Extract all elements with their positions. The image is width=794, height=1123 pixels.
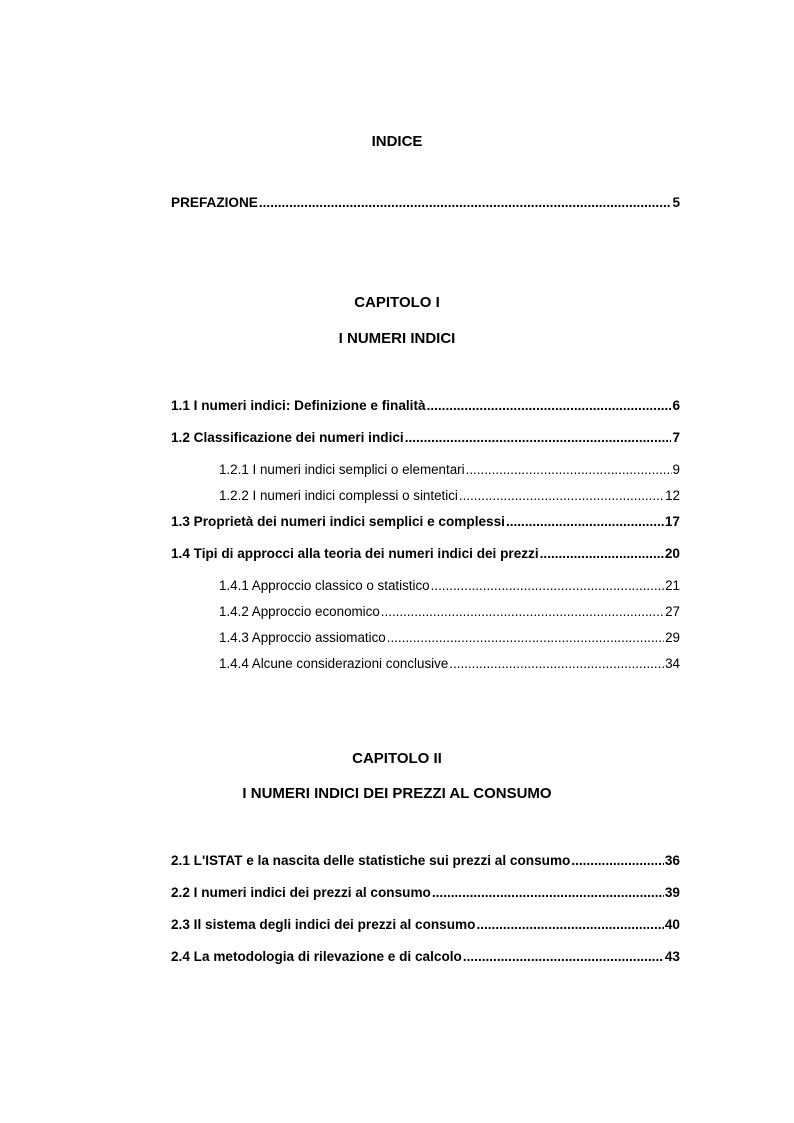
toc-leader — [387, 630, 664, 645]
toc-entry-label: 1.1 I numeri indici: Definizione e finalità — [171, 398, 426, 413]
toc-entry[interactable] — [171, 885, 680, 900]
toc-entry-label: 1.3 Proprietà dei numeri indici semplici e complessi — [171, 514, 505, 529]
toc-entry-page: 34 — [665, 656, 680, 671]
toc-entry-page: 21 — [665, 578, 680, 593]
chapter-2-heading: CAPITOLO II — [352, 750, 442, 767]
toc-entry-page: 7 — [672, 430, 680, 445]
toc-leader — [449, 656, 664, 671]
page-title: INDICE — [371, 133, 423, 150]
toc-entry-label: 1.4.2 Approccio economico — [219, 604, 380, 619]
toc-entry-page: 27 — [665, 604, 680, 619]
toc-entry-label: 1.4.4 Alcune considerazioni conclusive — [219, 656, 449, 671]
toc-entry[interactable] — [171, 853, 680, 868]
toc-leader — [506, 514, 664, 529]
toc-entry-label: 1.4.3 Approccio assiomatico — [219, 630, 386, 645]
toc-subentry[interactable] — [219, 630, 680, 645]
toc-entry-label: 2.1 L'ISTAT e la nascita delle statistiche sui prezzi al consumo — [171, 853, 571, 868]
toc-entry-label: 1.4 Tipi di approcci alla teoria dei numeri indici dei prezzi — [171, 546, 539, 561]
toc-entry-page: 17 — [664, 514, 680, 529]
toc-leader — [476, 917, 663, 932]
toc-subentry[interactable] — [219, 604, 680, 619]
toc-entry-page: 20 — [664, 546, 680, 561]
toc-entry[interactable] — [171, 430, 680, 445]
toc-entry-page: 6 — [672, 398, 680, 413]
toc-entry-label: 1.2.2 I numeri indici complessi o sintetici — [219, 488, 458, 503]
toc-entry-label: 2.3 Il sistema degli indici dei prezzi al consumo — [171, 917, 476, 932]
toc-entry-page: 9 — [672, 462, 680, 477]
toc-entry-page: 5 — [672, 195, 680, 210]
chapter-2-subtitle: I NUMERI INDICI DEI PREZZI AL CONSUMO — [242, 785, 552, 802]
toc-entry[interactable] — [171, 398, 680, 413]
toc-entry-preface[interactable] — [171, 195, 680, 210]
toc-entry-page: 39 — [664, 885, 680, 900]
toc-subentry[interactable] — [219, 578, 680, 593]
toc-leader — [259, 195, 672, 210]
toc-entry-label: 2.4 La metodologia di rilevazione e di calcolo — [171, 949, 462, 964]
toc-entry[interactable] — [171, 917, 680, 932]
toc-entry-page: 36 — [664, 853, 680, 868]
toc-entry-label: PREFAZIONE — [171, 195, 258, 210]
chapter-1-heading: CAPITOLO I — [354, 294, 440, 311]
toc-leader — [459, 488, 664, 503]
toc-leader — [466, 462, 672, 477]
toc-leader — [405, 430, 672, 445]
toc-leader — [432, 885, 664, 900]
toc-entry[interactable] — [171, 546, 680, 561]
toc-subentry[interactable] — [219, 656, 680, 671]
toc-subentry[interactable] — [219, 462, 680, 477]
toc-entry-label: 2.2 I numeri indici dei prezzi al consumo — [171, 885, 431, 900]
toc-leader — [431, 578, 664, 593]
toc-entry[interactable] — [171, 949, 680, 964]
toc-entry-label: 1.2 Classificazione dei numeri indici — [171, 430, 404, 445]
toc-subentry[interactable] — [219, 488, 680, 503]
toc-entry-page: 43 — [664, 949, 680, 964]
toc-leader — [427, 398, 672, 413]
toc-entry[interactable] — [171, 514, 680, 529]
toc-leader — [381, 604, 664, 619]
toc-entry-label: 1.4.1 Approccio classico o statistico — [219, 578, 430, 593]
toc-leader — [463, 949, 664, 964]
chapter-1-subtitle: I NUMERI INDICI — [338, 330, 456, 347]
toc-entry-page: 12 — [665, 488, 680, 503]
toc-entry-label: 1.2.1 I numeri indici semplici o elementari — [219, 462, 465, 477]
toc-leader — [571, 853, 664, 868]
toc-leader — [540, 546, 664, 561]
toc-entry-page: 29 — [665, 630, 680, 645]
toc-entry-page: 40 — [664, 917, 680, 932]
